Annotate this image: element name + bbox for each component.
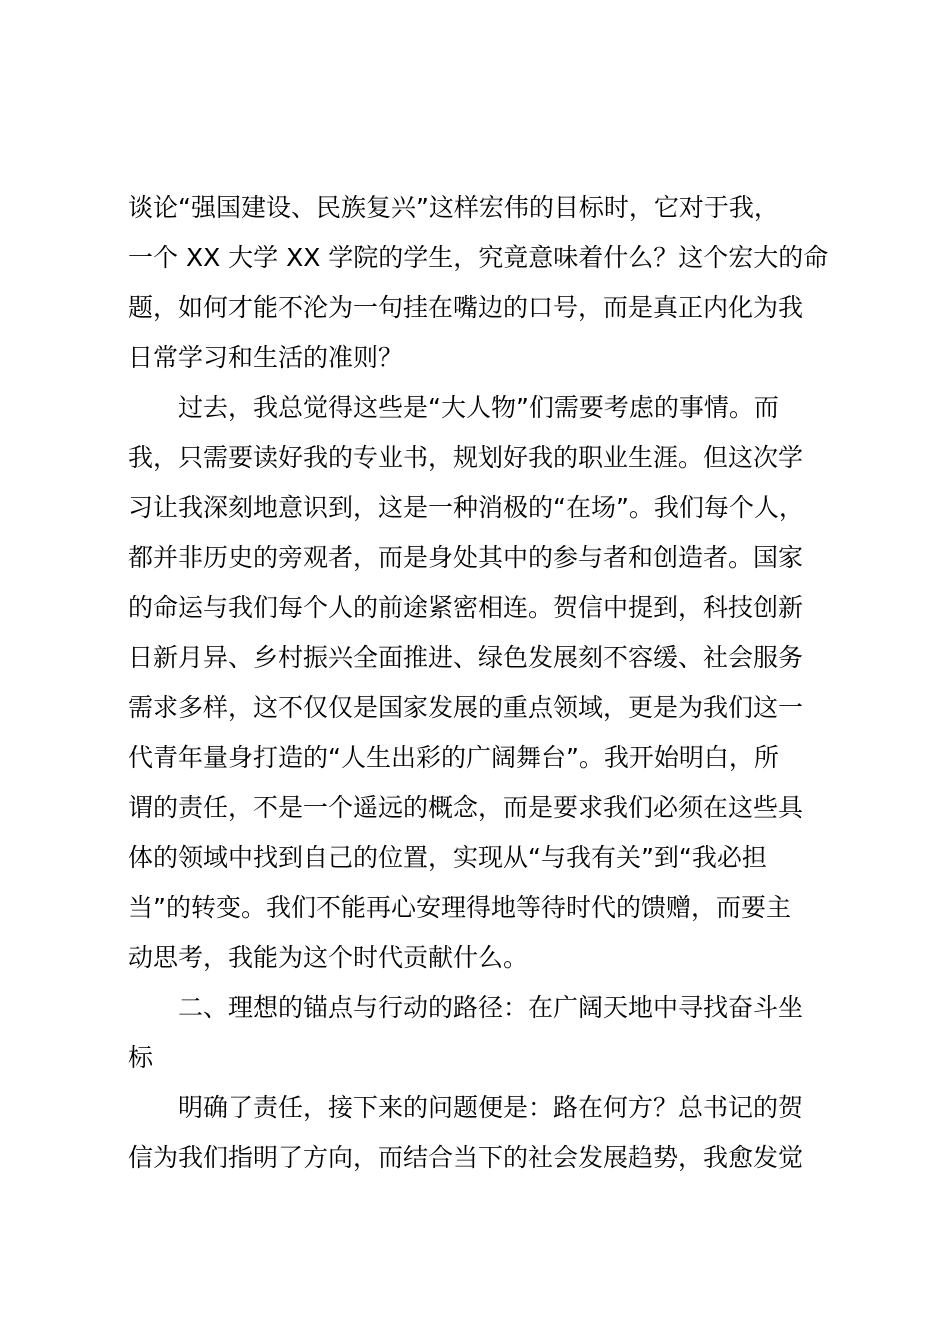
- text-line: 体的领域中找到自己的位置，实现从“与我有关”到“我必担: [128, 843, 767, 872]
- text-line: 谓的责任，不是一个遥远的概念，而是要求我们必须在这些具: [128, 793, 804, 822]
- text-line: 都并非历史的旁观者，而是身处其中的参与者和创造者。国家: [128, 543, 804, 572]
- text-line: 需求多样，这不仅仅是国家发展的重点领域，更是为我们这一: [128, 693, 804, 722]
- paragraph-2: [128, 383, 848, 983]
- text-line: 信为我们指明了方向，而结合当下的社会发展趋势，我愈发觉: [128, 1143, 804, 1172]
- text-line: 明确了责任，接下来的问题便是：路在何方？总书记的贺: [178, 1093, 804, 1122]
- text-line: 动思考，我能为这个时代贡献什么。: [128, 943, 529, 972]
- section-heading: [128, 983, 848, 1083]
- text-line: 题，如何才能不沦为一句挂在嘴边的口号，而是真正内化为我: [128, 293, 804, 322]
- heading-line: 标: [128, 1043, 154, 1072]
- text-line: 当”的转变。我们不能再心安理得地等待时代的馈赠，而要主: [128, 893, 791, 922]
- paragraph-3: [128, 1083, 848, 1183]
- text-line: 过去，我总觉得这些是“大人物”们需要考虑的事情。而: [178, 393, 779, 422]
- heading-line: 二、理想的锚点与行动的路径：在广阔天地中寻找奋斗坐: [178, 993, 804, 1022]
- text-line: 习让我深刻地意识到，这是一种消极的“在场”。我们每个人，: [128, 493, 804, 522]
- text-line: 代青年量身打造的“人生出彩的广阔舞台”。我开始明白，所: [128, 743, 779, 772]
- text-line: 谈论“强国建设、民族复兴”这样宏伟的目标时，它对于我，: [128, 193, 779, 222]
- text-line: 我，只需要读好我的专业书，规划好我的职业生涯。但这次学: [128, 443, 804, 472]
- paragraph-1: [128, 183, 848, 383]
- text-line: 日新月异、乡村振兴全面推进、绿色发展刻不容缓、社会服务: [128, 643, 804, 672]
- text-line: 日常学习和生活的准则？: [128, 343, 404, 372]
- text-line: 一个 XX 大学 XX 学院的学生，究竟意味着什么？这个宏大的命: [128, 243, 829, 272]
- text-line: 的命运与我们每个人的前途紧密相连。贺信中提到，科技创新: [128, 593, 804, 622]
- document-body: [128, 183, 848, 1183]
